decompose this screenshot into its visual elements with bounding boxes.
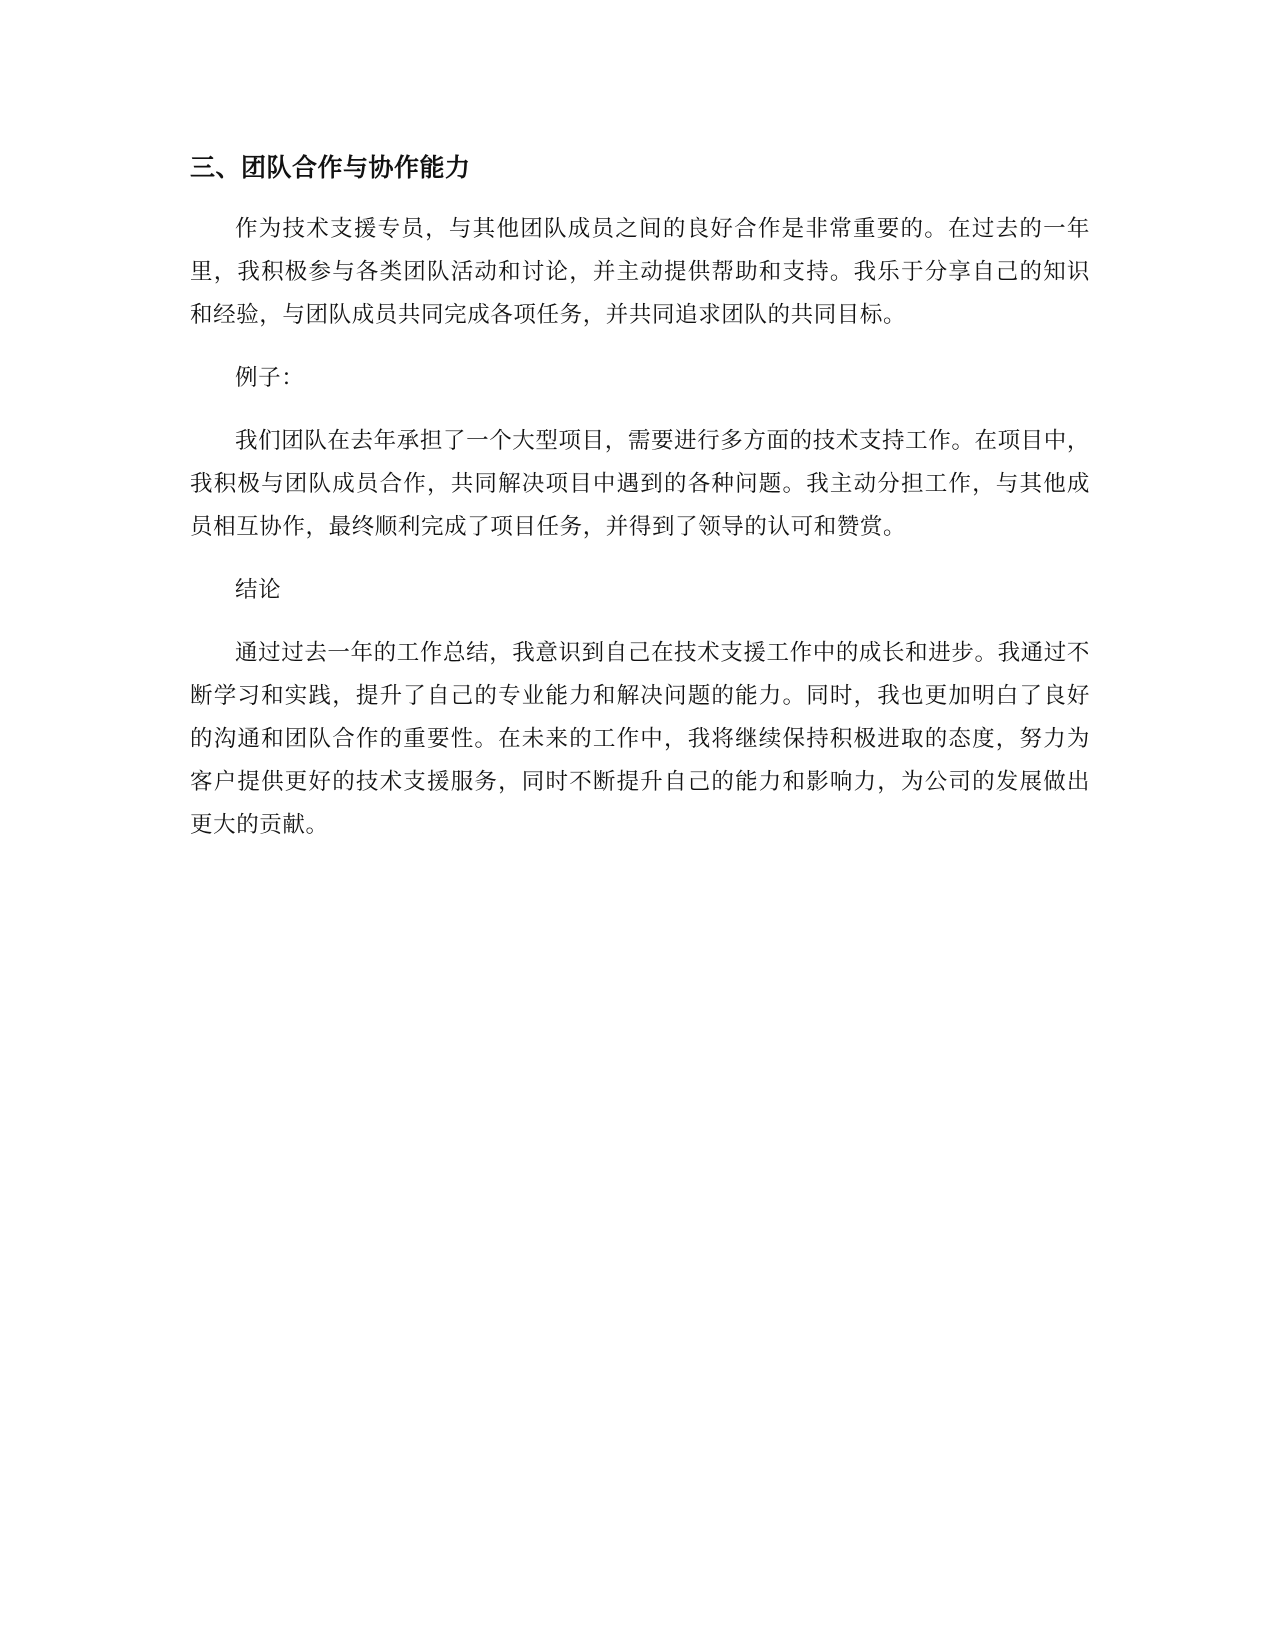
paragraph-conclusion-label: 结论	[235, 577, 282, 603]
paragraph-example-body: 我们团队在去年承担了一个大型项目，需要进行多方面的技术支持工作。在项目中，我积极与团队成员合作，共同解决项目中遇到的各种问题。我主动分担工作，与其他成员相互协作，最终顺利完成了项目任务，并得到了领导的认可和赞赏。	[190, 428, 1090, 540]
section-heading: 三、团队合作与协作能力	[190, 153, 471, 182]
paragraph-teamwork-intro: 作为技术支援专员，与其他团队成员之间的良好合作是非常重要的。在过去的一年里，我积极参与各类团队活动和讨论，并主动提供帮助和支持。我乐于分享自己的知识和经验，与团队成员共同完成各项任务，并共同追求团队的共同目标。	[190, 216, 1090, 328]
paragraph-example-label: 例子：	[235, 365, 305, 391]
document-body	[190, 148, 1090, 867]
paragraph-conclusion-body: 通过过去一年的工作总结，我意识到自己在技术支援工作中的成长和进步。我通过不断学习和实践，提升了自己的专业能力和解决问题的能力。同时，我也更加明白了良好的沟通和团队合作的重要性。在未来的工作中，我将继续保持积极进取的态度，努力为客户提供更好的技术支援服务，同时不断提升自己的能力和影响力，为公司的发展做出更大的贡献。	[190, 640, 1090, 838]
